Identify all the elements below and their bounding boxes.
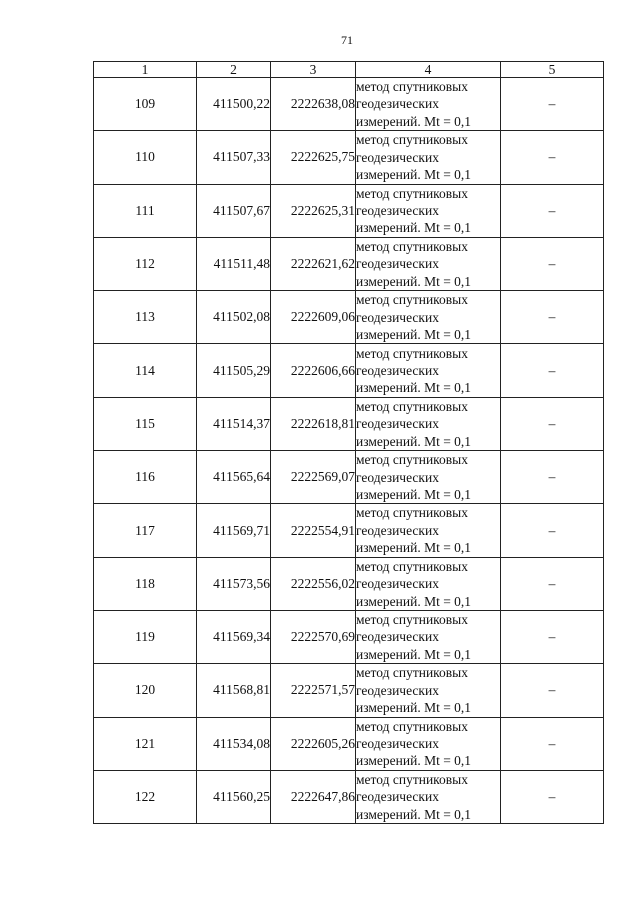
- method-description: метод спутниковых геодезических измерений. Mt = 0,1: [356, 131, 501, 184]
- method-description: метод спутниковых геодезических измерений. Mt = 0,1: [356, 78, 501, 131]
- coordinates-table: [93, 61, 604, 824]
- note: –: [501, 291, 604, 344]
- coordinate-x: 411568,81: [197, 664, 271, 717]
- table-row: [94, 451, 604, 504]
- note: –: [501, 664, 604, 717]
- point-number: 112: [94, 237, 197, 290]
- table-row: [94, 78, 604, 131]
- method-description: метод спутниковых геодезических измерений. Mt = 0,1: [356, 557, 501, 610]
- table-row: [94, 770, 604, 823]
- method-description: метод спутниковых геодезических измерений. Mt = 0,1: [356, 770, 501, 823]
- note: –: [501, 344, 604, 397]
- coordinate-x: 411507,33: [197, 131, 271, 184]
- table-row: [94, 610, 604, 663]
- method-description: метод спутниковых геодезических измерений. Mt = 0,1: [356, 397, 501, 450]
- column-header: 4: [356, 62, 501, 78]
- coordinate-y: 2222571,57: [271, 664, 356, 717]
- coordinate-y: 2222569,07: [271, 451, 356, 504]
- coordinate-x: 411500,22: [197, 78, 271, 131]
- column-header: 1: [94, 62, 197, 78]
- coordinate-y: 2222621,62: [271, 237, 356, 290]
- method-description: метод спутниковых геодезических измерений. Mt = 0,1: [356, 610, 501, 663]
- coordinate-x: 411569,34: [197, 610, 271, 663]
- table-row: [94, 664, 604, 717]
- coordinate-y: 2222625,75: [271, 131, 356, 184]
- method-description: метод спутниковых геодезических измерений. Mt = 0,1: [356, 717, 501, 770]
- coordinate-x: 411511,48: [197, 237, 271, 290]
- note: –: [501, 131, 604, 184]
- column-header: 5: [501, 62, 604, 78]
- table-row: [94, 184, 604, 237]
- note: –: [501, 397, 604, 450]
- coordinate-y: 2222638,08: [271, 78, 356, 131]
- table-row: [94, 504, 604, 557]
- method-description: метод спутниковых геодезических измерений. Mt = 0,1: [356, 184, 501, 237]
- coordinate-x: 411560,25: [197, 770, 271, 823]
- coordinate-y: 2222554,91: [271, 504, 356, 557]
- table-row: [94, 131, 604, 184]
- column-header: 3: [271, 62, 356, 78]
- note: –: [501, 78, 604, 131]
- method-description: метод спутниковых геодезических измерений. Mt = 0,1: [356, 291, 501, 344]
- method-description: метод спутниковых геодезических измерений. Mt = 0,1: [356, 344, 501, 397]
- point-number: 110: [94, 131, 197, 184]
- point-number: 111: [94, 184, 197, 237]
- table-row: [94, 344, 604, 397]
- note: –: [501, 770, 604, 823]
- coordinate-y: 2222605,26: [271, 717, 356, 770]
- method-description: метод спутниковых геодезических измерений. Mt = 0,1: [356, 237, 501, 290]
- method-description: метод спутниковых геодезических измерений. Mt = 0,1: [356, 451, 501, 504]
- note: –: [501, 610, 604, 663]
- table-row: [94, 397, 604, 450]
- note: –: [501, 184, 604, 237]
- method-description: метод спутниковых геодезических измерений. Mt = 0,1: [356, 664, 501, 717]
- coordinate-y: 2222609,06: [271, 291, 356, 344]
- coordinate-x: 411565,64: [197, 451, 271, 504]
- note: –: [501, 237, 604, 290]
- method-description: метод спутниковых геодезических измерений. Mt = 0,1: [356, 504, 501, 557]
- point-number: 117: [94, 504, 197, 557]
- coordinate-x: 411573,56: [197, 557, 271, 610]
- coordinate-x: 411505,29: [197, 344, 271, 397]
- coordinate-y: 2222570,69: [271, 610, 356, 663]
- table-row: [94, 557, 604, 610]
- note: –: [501, 717, 604, 770]
- coordinate-y: 2222606,66: [271, 344, 356, 397]
- table-row: [94, 237, 604, 290]
- coordinate-y: 2222625,31: [271, 184, 356, 237]
- coordinate-y: 2222556,02: [271, 557, 356, 610]
- point-number: 114: [94, 344, 197, 397]
- coordinate-x: 411534,08: [197, 717, 271, 770]
- coordinate-y: 2222647,86: [271, 770, 356, 823]
- point-number: 109: [94, 78, 197, 131]
- point-number: 116: [94, 451, 197, 504]
- page-number: 71: [341, 33, 353, 47]
- coordinate-x: 411507,67: [197, 184, 271, 237]
- note: –: [501, 451, 604, 504]
- point-number: 119: [94, 610, 197, 663]
- note: –: [501, 557, 604, 610]
- coordinate-x: 411569,71: [197, 504, 271, 557]
- table-row: [94, 717, 604, 770]
- coordinate-x: 411514,37: [197, 397, 271, 450]
- table-header-row: [94, 62, 604, 78]
- coordinate-y: 2222618,81: [271, 397, 356, 450]
- note: –: [501, 504, 604, 557]
- table-row: [94, 291, 604, 344]
- point-number: 113: [94, 291, 197, 344]
- point-number: 120: [94, 664, 197, 717]
- point-number: 121: [94, 717, 197, 770]
- coordinate-x: 411502,08: [197, 291, 271, 344]
- point-number: 122: [94, 770, 197, 823]
- point-number: 115: [94, 397, 197, 450]
- point-number: 118: [94, 557, 197, 610]
- column-header: 2: [197, 62, 271, 78]
